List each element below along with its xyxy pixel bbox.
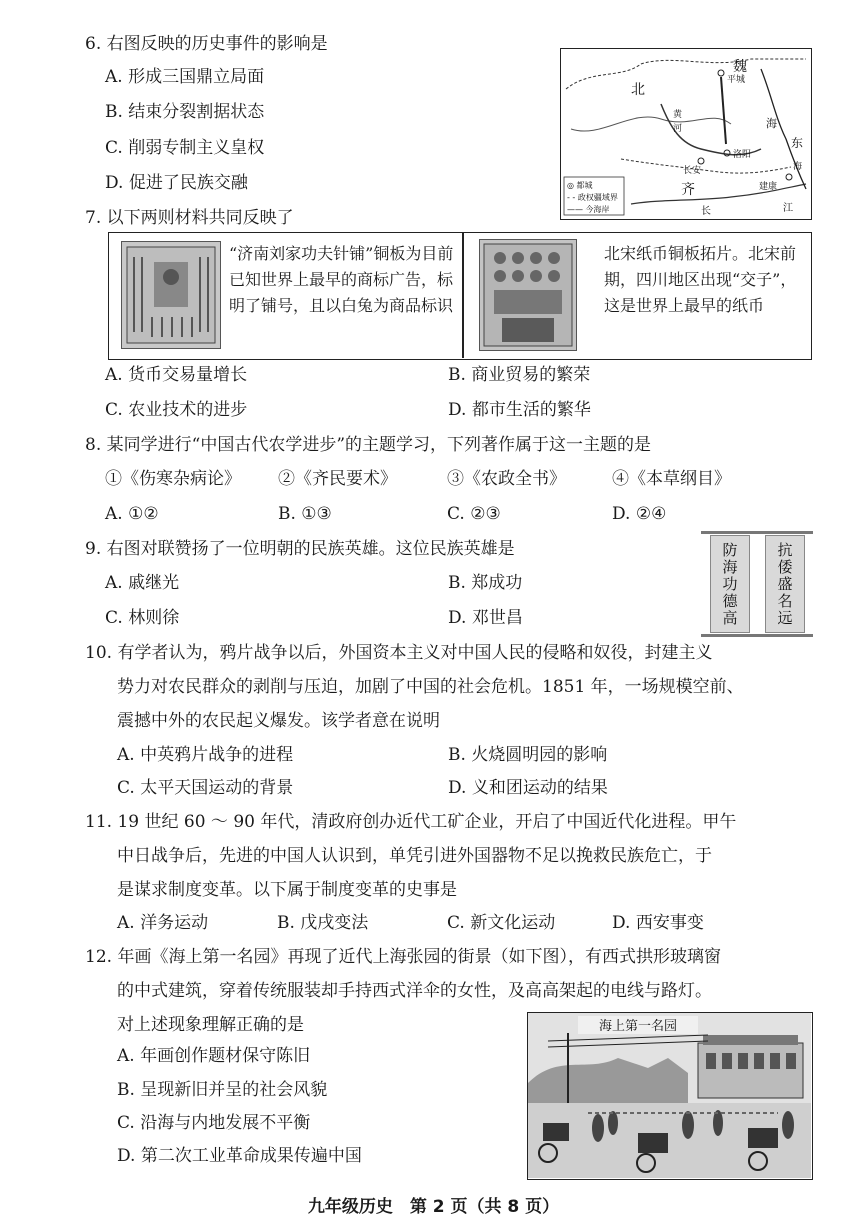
q7-option-b: B. 商业贸易的繁荣: [448, 365, 591, 385]
q8-item-4: ④《本草纲目》: [612, 469, 731, 489]
q6-option-d: D. 促进了民族交融: [105, 173, 248, 193]
q12-line-2: 的中式建筑，穿着传统服装却手持西式洋伞的女性，及高高架起的电线与路灯。: [117, 981, 712, 1001]
q6-option-a: A. 形成三国鼎立局面: [105, 67, 265, 87]
q8-item-1: ①《伤寒杂病论》: [105, 469, 241, 489]
q7-option-d: D. 都市生活的繁华: [448, 400, 591, 420]
q12-line-1: 12. 年画《海上第一名园》再现了近代上海张园的街景（如下图），有西式拱形玻璃窗: [85, 947, 721, 967]
q6-map: [560, 48, 812, 220]
q8-option-c: C. ②③: [447, 504, 501, 524]
q10-option-c: C. 太平天国运动的背景: [117, 778, 294, 798]
map-label-hai2: 海: [793, 162, 803, 172]
q11-option-c: C. 新文化运动: [447, 913, 556, 933]
q10-option-a: A. 中英鸦片战争的进程: [117, 745, 294, 765]
map-label-wei: 魏: [733, 59, 747, 75]
q6-option-c: C. 削弱专制主义皇权: [105, 138, 265, 158]
q11-option-a: A. 洋务运动: [117, 913, 209, 933]
map-label-changan: 长安: [683, 166, 702, 176]
q12-option-d: D. 第二次工业革命成果传遍中国: [117, 1146, 362, 1166]
map-legend-border: - - 政权疆域界: [567, 193, 618, 202]
q7-option-c: C. 农业技术的进步: [105, 400, 248, 420]
map-label-huang: 黄: [673, 110, 683, 120]
q11-line-3: 是谋求制度变革。以下属于制度变革的史事是: [117, 880, 457, 900]
map-legend-coast: —— 今海岸: [567, 205, 610, 214]
q10-line-1: 10. 有学者认为，鸦片战争以后，外国资本主义对中国人民的侵略和奴役，封建主义: [85, 643, 713, 663]
page-footer: 九年级历史 第 2 页（共 8 页）: [307, 1197, 560, 1217]
q8-item-3: ③《农政全书》: [447, 469, 566, 489]
couplet-left: [710, 535, 750, 633]
q12-line-3: 对上述现象理解正确的是: [117, 1015, 304, 1035]
q10-option-d: D. 义和团运动的结果: [448, 778, 608, 798]
paper-money-plate-image: [479, 239, 577, 351]
q9-option-b: B. 郑成功: [448, 573, 523, 593]
map-label-hai: 海: [766, 117, 777, 130]
q10-line-2: 势力对农民群众的剥削与压迫，加剧了中国的社会危机。1851 年，一场规模空前、: [117, 677, 744, 697]
map-legend-capital: ◎ 都城: [567, 181, 593, 190]
q11-line-1: 11. 19 世纪 60 ～ 90 年代，清政府创办近代工矿企业，开启了中国近代化进程。甲午: [85, 812, 737, 832]
new-year-painting: [527, 1012, 813, 1180]
q7-stem: 7. 以下两则材料共同反映了: [85, 208, 294, 228]
bronze-plate-image: [121, 241, 221, 349]
q12-option-a: A. 年画创作题材保守陈旧: [117, 1046, 311, 1066]
q12-option-c: C. 沿海与内地发展不平衡: [117, 1113, 311, 1133]
q8-option-d: D. ②④: [612, 504, 667, 524]
map-drawing: [561, 49, 810, 218]
q8-stem: 8. 某同学进行“中国古代农学进步”的主题学习，下列著作属于这一主题的是: [85, 435, 652, 455]
q6-stem: 6. 右图反映的历史事件的影响是: [85, 34, 328, 54]
q9-stem: 9. 右图对联赞扬了一位明朝的民族英雄。这位民族英雄是: [85, 539, 515, 559]
q9-option-c: C. 林则徐: [105, 608, 180, 628]
painting-title: 海上第一名园: [598, 1019, 678, 1034]
couplet-right: [765, 535, 805, 633]
q12-option-b: B. 呈现新旧并呈的社会风貌: [117, 1080, 328, 1100]
q9-option-d: D. 邓世昌: [448, 608, 523, 628]
couplet-right-text: 抗倭盛名远: [775, 541, 794, 627]
q11-option-b: B. 戊戌变法: [277, 913, 369, 933]
map-label-jiankang: 建康: [759, 182, 778, 192]
q10-line-3: 震撼中外的农民起义爆发。该学者意在说明: [117, 711, 440, 731]
q10-option-b: B. 火烧圆明园的影响: [448, 745, 608, 765]
q7-material-right-text: 北宋纸币铜板拓片。北宋前期，四川地区出现“交子”，这是世界上最早的纸币: [604, 244, 797, 315]
q8-option-a: A. ①②: [105, 504, 159, 524]
map-label-luoyang: 洛阳: [733, 150, 752, 160]
painting-drawing: [528, 1013, 811, 1178]
map-label-chang: 长: [701, 206, 711, 217]
q11-option-d: D. 西安事变: [612, 913, 704, 933]
couplet-left-text: 防海功德高: [720, 541, 739, 627]
q7-material-left-text: “济南刘家功夫针铺”铜板为目前已知世界上最早的商标广告，标明了铺号，且以白兔为商品标识: [229, 244, 454, 315]
map-label-qi: 齐: [681, 182, 695, 198]
map-label-he: 河: [673, 124, 683, 134]
map-label-pingcheng: 平城: [727, 75, 746, 85]
q8-option-b: B. ①③: [278, 504, 332, 524]
q11-line-2: 中日战争后，先进的中国人认识到，单凭引进外国器物不足以挽救民族危亡，于: [117, 846, 712, 866]
map-label-jiang: 江: [783, 203, 793, 214]
q7-materials-box: [108, 232, 812, 360]
q6-option-b: B. 结束分裂割据状态: [105, 102, 265, 122]
q8-item-2: ②《齐民要术》: [278, 469, 397, 489]
q7-option-a: A. 货币交易量增长: [105, 365, 248, 385]
map-label-bei: 北: [631, 82, 645, 98]
q9-option-a: A. 戚继光: [105, 573, 180, 593]
map-label-dong: 东: [791, 136, 804, 150]
